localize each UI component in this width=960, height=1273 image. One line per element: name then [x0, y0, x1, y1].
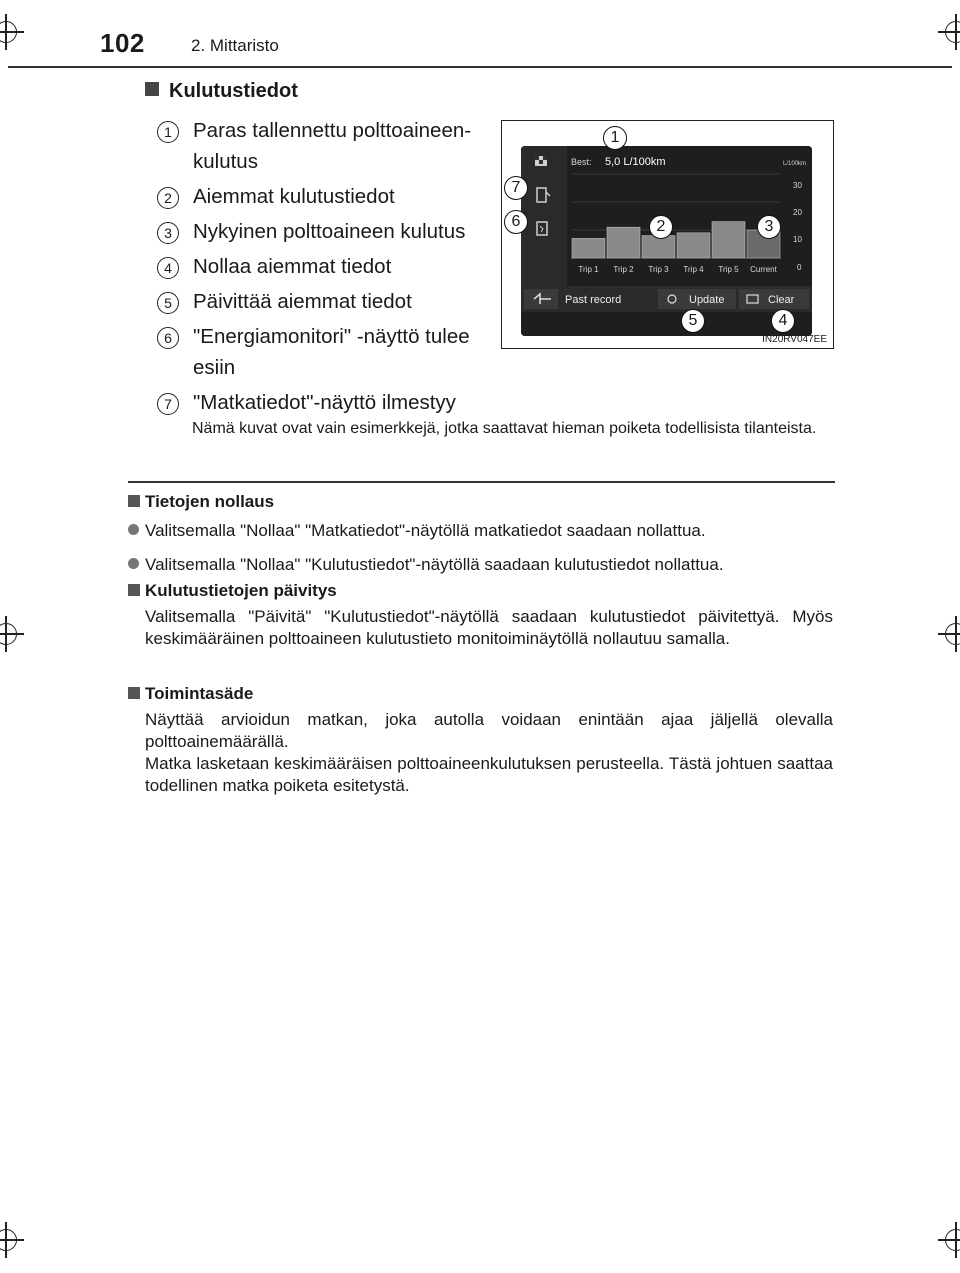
update-label: Update [689, 294, 725, 306]
square-bullet-icon [128, 584, 140, 596]
back-button[interactable] [524, 289, 558, 309]
reset-heading-text: Tietojen nollaus [145, 492, 275, 511]
clear-label: Clear [768, 294, 795, 306]
item-number: 6 [157, 327, 179, 349]
range-section [128, 683, 833, 797]
past-record-label: Past record [565, 294, 622, 306]
item-number: 7 [157, 393, 179, 415]
registration-mark-mid-right [938, 616, 960, 652]
item-text: Aiemmat kulutustiedot [193, 185, 395, 208]
bar-label: Trip 5 [718, 265, 739, 274]
bar-label: Trip 3 [648, 265, 669, 274]
registration-mark-top-right [938, 14, 960, 50]
bar-label: Trip 2 [613, 265, 634, 274]
update-heading [128, 580, 833, 602]
unit-label: L/100km [783, 161, 807, 167]
list-item [157, 115, 487, 177]
chapter-title: 2. Mittaristo [191, 36, 279, 55]
list-item [157, 321, 487, 383]
range-heading-text: Toimintasäde [145, 684, 254, 703]
bullet-text: Valitsemalla "Nollaa" "Matkatiedot"-näytöllä matkatiedot saadaan nollattua. [145, 521, 706, 540]
fuel-consumption-figure [501, 120, 834, 349]
range-text-2: Matka lasketaan keskimääräisen polttoaineenkulutuksen perusteella. Tästä johtuen saattaa todellinen matka poiketa esitetystä. [145, 754, 833, 795]
bullet-item [128, 554, 833, 576]
bar-trip-1 [572, 238, 605, 258]
reset-heading [128, 491, 833, 513]
bar-trip-5 [712, 222, 745, 258]
item-number: 2 [157, 187, 179, 209]
section-heading [145, 80, 298, 103]
bar-trip-4 [677, 233, 710, 258]
item-text: Nykyinen polttoaineen kulutus [193, 220, 466, 243]
y-tick: 30 [793, 181, 802, 190]
bullet-dot-icon [128, 558, 139, 569]
display-screen [521, 146, 812, 336]
update-section [128, 580, 833, 650]
registration-mark-mid-left [0, 616, 24, 652]
clear-button[interactable] [739, 289, 809, 309]
list-item [157, 216, 487, 247]
bar-trip-2 [607, 227, 640, 258]
numbered-list [157, 115, 487, 422]
reset-section [128, 491, 833, 576]
list-item [157, 387, 487, 418]
bullet-item [128, 520, 833, 542]
item-number: 1 [157, 121, 179, 143]
section-divider [128, 481, 835, 483]
square-bullet-icon [128, 687, 140, 699]
registration-mark-top-left [0, 14, 24, 50]
image-note: Nämä kuvat ovat vain esimerkkejä, jotka saattavat hieman poiketa todellisista tilanteista. [192, 420, 817, 437]
callout-7: 7 [504, 176, 528, 200]
item-number: 5 [157, 292, 179, 314]
item-text: "Energiamonitori" -näyttö tulee esiin [193, 325, 470, 379]
item-number: 3 [157, 222, 179, 244]
item-text: Nollaa aiemmat tiedot [193, 255, 392, 278]
bullet-text: Valitsemalla "Nollaa" "Kulutustiedot"-näytöllä saadaan kulutustiedot nollattua. [145, 555, 724, 574]
callout-4: 4 [771, 309, 795, 333]
callout-6: 6 [504, 210, 528, 234]
y-tick: 0 [797, 263, 802, 272]
y-tick: 20 [793, 208, 802, 217]
callout-3: 3 [757, 215, 781, 239]
bullet-dot-icon [128, 524, 139, 535]
item-text: Päivittää aiemmat tiedot [193, 290, 412, 313]
update-button[interactable] [658, 289, 736, 309]
callout-5: 5 [681, 309, 705, 333]
y-tick: 10 [793, 235, 802, 244]
square-bullet-icon [145, 82, 159, 96]
checkered-flag-icon [535, 156, 547, 166]
bar-label: Trip 4 [683, 265, 704, 274]
range-text-1: Näyttää arvioidun matkan, joka autolla voidaan enintään ajaa jäljellä olevalla polttoainemäärällä. [145, 710, 833, 751]
best-value: 5,0 L/100km [605, 156, 666, 168]
consumption-screen-graphic [521, 146, 812, 336]
section-heading-text: Kulutustiedot [169, 80, 298, 102]
item-number: 4 [157, 257, 179, 279]
item-text: "Matkatiedot"-näyttö ilmestyy [193, 391, 456, 414]
bar-label: Trip 1 [578, 265, 599, 274]
list-item [157, 181, 487, 212]
square-bullet-icon [128, 495, 140, 507]
bar-label: Current [750, 265, 777, 274]
list-item [157, 286, 487, 317]
callout-1: 1 [603, 126, 627, 150]
range-heading [128, 683, 833, 705]
update-heading-text: Kulutustietojen päivitys [145, 581, 337, 600]
header-rule [8, 66, 952, 68]
item-text: Paras tallennettu polttoaineen-kulutus [193, 119, 472, 173]
page-number: 102 [100, 28, 145, 58]
registration-mark-bottom-left [0, 1222, 24, 1258]
best-label: Best: [571, 157, 592, 167]
list-item [157, 251, 487, 282]
callout-2: 2 [649, 215, 673, 239]
update-text: Valitsemalla "Päivitä" "Kulutustiedot"-näytöllä saadaan kulutustiedot päivitettyä. Myös keskimääräinen polttoaineen kulutustieto monitoiminäytöllä nollautuu samalla. [145, 607, 833, 648]
bar-trip-3 [642, 236, 675, 258]
registration-mark-bottom-right [938, 1222, 960, 1258]
figure-code: IN20RV047EE [762, 334, 827, 345]
